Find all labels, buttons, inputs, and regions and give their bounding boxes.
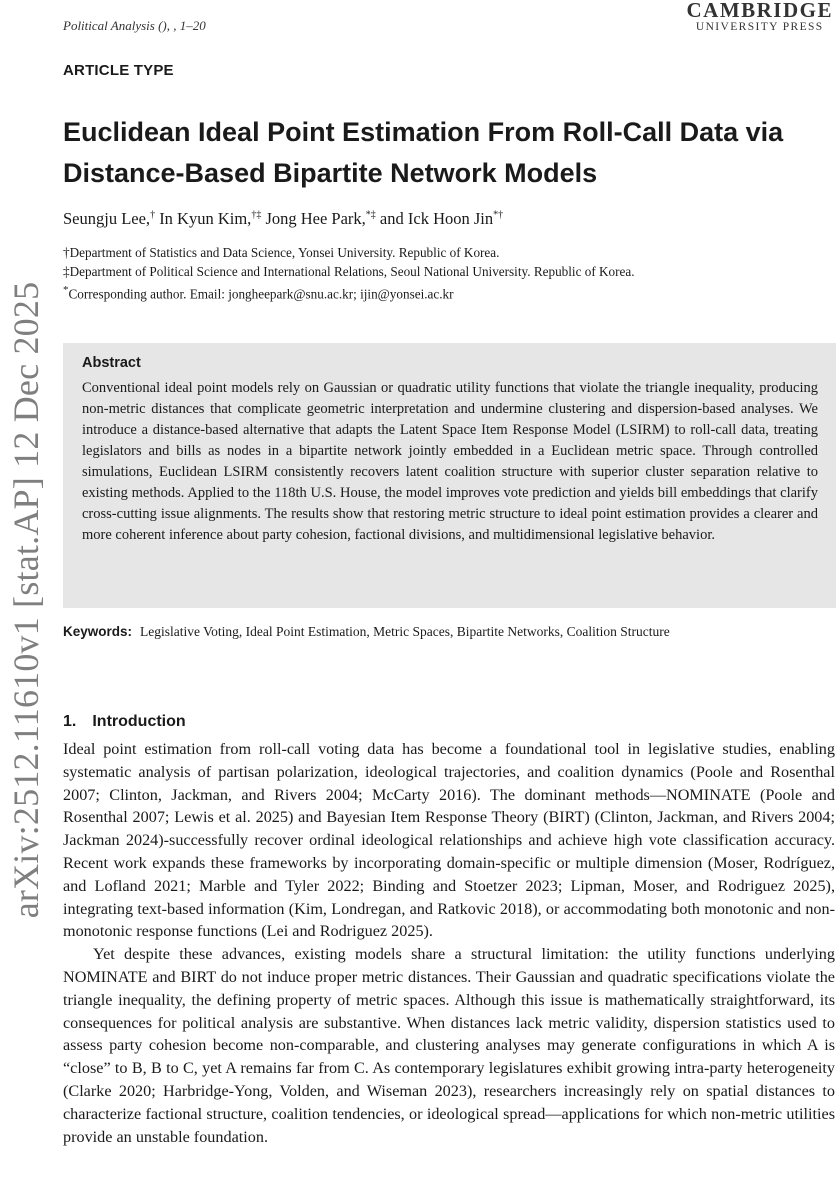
corresponding-mark: * bbox=[63, 284, 69, 296]
paragraph: Ideal point estimation from roll-call voting data has become a foundational tool in legislative studies, enabling systematic analysis of partisan polarization, ideological trajectories, and coalition dynamics (Poole and Rosenthal 2007; Clinton, Jackman, and Rivers 2004; McCarty 2016). The dominant methods—NOMINATE (Poole and Rosenthal 2007; Lewis et al. 2025) and Bayesian Item Response Theory (BIRT) (Clinton, Jackman, and Rivers 2004; Jackman 2024)-successfully recover ordinal ideological relationships and achieve high vote classification accuracy. Recent work expands these frameworks by incorporating domain-specific or multiple dimension (Moser, Rodríguez, and Lofland 2021; Marble and Tyler 2022; Binding and Stoetzer 2023; Lipman, Moser, and Rodriguez 2025), integrating text-based information (Kim, Londregan, and Ratkovic 2018), or accommodating both monotonic and non-monotonic response functions (Lei and Rodriguez 2025). bbox=[63, 740, 835, 941]
affiliation-ddagger: ‡Department of Political Science and International Relations, Seoul National University. Republic of Korea. bbox=[63, 263, 635, 279]
abstract-box bbox=[63, 343, 836, 608]
publisher-logo bbox=[686, 0, 833, 34]
corresponding-text: Corresponding author. Email: jongheepark@snu.ac.kr; ijin@yonsei.ac.kr bbox=[68, 286, 454, 302]
author-marks: † bbox=[150, 209, 156, 221]
arxiv-watermark bbox=[8, 240, 44, 960]
arxiv-id: arXiv:2512.11610v1 [stat.AP] 12 Dec 2025 bbox=[6, 281, 46, 919]
publisher-name: CAMBRIDGE bbox=[686, 0, 833, 22]
author-marks: †‡ bbox=[251, 209, 262, 221]
affiliations bbox=[63, 244, 635, 304]
article-type: ARTICLE TYPE bbox=[63, 62, 174, 79]
body-text bbox=[63, 738, 835, 1148]
author-name: and Ick Hoon Jin bbox=[379, 209, 494, 228]
section-title: Introduction bbox=[92, 713, 186, 730]
section-heading bbox=[63, 713, 186, 731]
abstract-heading: Abstract bbox=[82, 355, 141, 371]
keywords bbox=[63, 624, 670, 640]
author-marks: *† bbox=[493, 209, 504, 221]
section-number: 1. bbox=[63, 713, 77, 730]
corresponding-author bbox=[63, 281, 635, 304]
author-list bbox=[63, 209, 503, 229]
author-name: In Kyun Kim, bbox=[159, 209, 252, 228]
keywords-list: Legislative Voting, Ideal Point Estimation, Metric Spaces, Bipartite Networks, Coalition Structure bbox=[140, 624, 670, 639]
publisher-subtitle: UNIVERSITY PRESS bbox=[695, 21, 824, 33]
abstract-text: Conventional ideal point models rely on Gaussian or quadratic utility functions that violate the triangle inequality, producing non-metric distances that complicate geometric interpretation and undermine clustering and dispersion-based analyses. We introduce a distance-based alternative that adapts the Latent Space Item Response Model (LSIRM) to roll-call data, treating legislators and bills as nodes in a bipartite network jointly embedded in a Euclidean metric space. Through controlled simulations, Euclidean LSIRM consistently recovers latent coalition structure with superior cluster separation relative to existing methods. Applied to the 118th U.S. House, the model improves vote prediction and yields bill embeddings that clarify cross-cutting issue alignments. The results show that restoring metric structure to ideal point estimation provides a clearer and more coherent inference about party cohesion, factional divisions, and multidimensional legislative behavior. bbox=[82, 380, 818, 543]
running-head: Political Analysis (), , 1–20 bbox=[63, 18, 206, 33]
affiliation-dagger: †Department of Statistics and Data Science, Yonsei University. Republic of Korea. bbox=[63, 245, 500, 260]
paper-title: Euclidean Ideal Point Estimation From Roll-Call Data via Distance-Based Bipartite Network Models bbox=[63, 117, 784, 188]
author-marks: *‡ bbox=[365, 209, 376, 221]
author-name: Seungju Lee, bbox=[63, 209, 151, 228]
paragraph: Yet despite these advances, existing models share a structural limitation: the utility functions underlying NOMINATE and BIRT do not induce proper metric distances. Their Gaussian and quadratic specifications violate the triangle inequality, the defining property of metric spaces. Although this issue is mathematically straightforward, its consequences for political analysis are substantive. When distances lack metric validity, dispersion statistics used to assess party cohesion become non-comparable, and clustering analyses may generate configurations in which A is “close” to B, B to C, yet A remains far from C. As contemporary legislatures exhibit growing intra-party heterogeneity (Clarke 2020; Harbridge-Yong, Volden, and Wiseman 2023), researchers increasingly rely on spatial distances to characterize factional structure, coalition tendencies, or ideological spread—applications for which non-metric utilities provide an unstable foundation. bbox=[63, 945, 835, 1146]
author-name: Jong Hee Park, bbox=[265, 209, 366, 228]
keywords-label: Keywords: bbox=[63, 624, 133, 639]
